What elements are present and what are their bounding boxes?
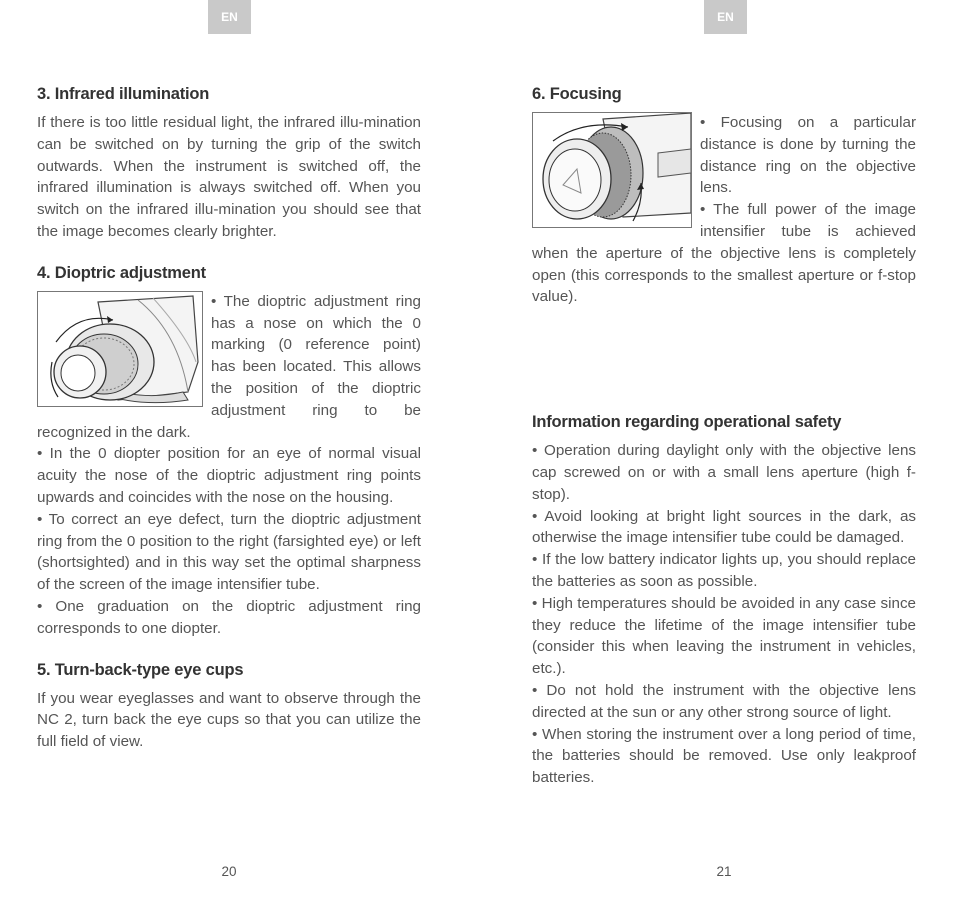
- language-tab-left: EN: [208, 0, 251, 34]
- safety-item: • If the low battery indicator lights up, you should replace the batteries as soon as possible.: [532, 551, 916, 590]
- left-page-column: [37, 82, 421, 753]
- dioptric-ring-illustration: [37, 291, 203, 407]
- dioptric-paragraph-1: • The dioptric adjustment ring has a nose on which the 0 marking (0 reference point) has been located. This allows the position of the dioptric adjustment ring to be recognized in the dark.: [37, 292, 421, 441]
- dioptric-paragraph-4: • One graduation on the dioptric adjustment ring corresponds to one diopter.: [37, 597, 421, 637]
- safety-heading: Information regarding operational safety: [532, 413, 842, 432]
- focusing-ring-illustration: [532, 112, 692, 228]
- safety-item: • Operation during daylight only with the objective lens cap screwed on or with a small lens aperture (high f-stop).: [532, 442, 916, 503]
- right-page-column: [532, 82, 916, 789]
- dioptric-paragraph-2: • In the 0 diopter position for an eye of normal visual acuity the nose of the dioptric adjustment ring points upwards and coincides with the nose on the housing.: [37, 445, 421, 506]
- safety-list: [532, 440, 916, 789]
- safety-item: • Avoid looking at bright light sources in the dark, as otherwise the image intensifier tube could be damaged.: [532, 507, 916, 547]
- safety-item: • High temperatures should be avoided in any case since they reduce the lifetime of the image intensifier tube (consider this when leaving the instrument in vehicles, etc.).: [532, 594, 916, 678]
- eyecups-heading: 5. Turn-back-type eye cups: [37, 660, 244, 679]
- page-number-left: 20: [221, 864, 237, 879]
- focusing-paragraph-2: • The full power of the image intensifier tube is achieved when the aperture of the objective lens is completely open (this corresponds to the smallest aperture or f-stop value).: [532, 201, 916, 306]
- language-tab-right: EN: [704, 0, 747, 34]
- page-number-right: 21: [716, 864, 732, 879]
- dioptric-paragraph-3: • To correct an eye defect, turn the dioptric adjustment ring from the 0 position to the right (farsighted eye) or left (shortsighted) and in this way set the optimal sharpness of the screen of the image intensifier tube.: [37, 510, 421, 594]
- safety-item: • Do not hold the instrument with the objective lens directed at the sun or any other strong source of light.: [532, 681, 916, 721]
- focusing-heading: 6. Focusing: [532, 85, 622, 103]
- infrared-heading: 3. Infrared illumination: [37, 85, 210, 103]
- dioptric-heading: 4. Dioptric adjustment: [37, 263, 206, 282]
- focusing-paragraph-1: • Focusing on a particular distance is done by turning the distance ring on the objective lens.: [700, 114, 916, 197]
- eyecups-body: If you wear eyeglasses and want to observe through the NC 2, turn back the eye cups so that you can utilize the full field of view.: [37, 689, 421, 751]
- infrared-body: If there is too little residual light, the infrared illu-mination can be switched on by turning the grip of the switch outwards. When the instrument is switched off, the infrared illumination is always switched off. When you switch on the infrared illu-mination you should see that the image becomes clearly brighter.: [37, 114, 421, 240]
- safety-item: • When storing the instrument over a long period of time, the batteries should be removed. Use only leakproof batteries.: [532, 725, 916, 787]
